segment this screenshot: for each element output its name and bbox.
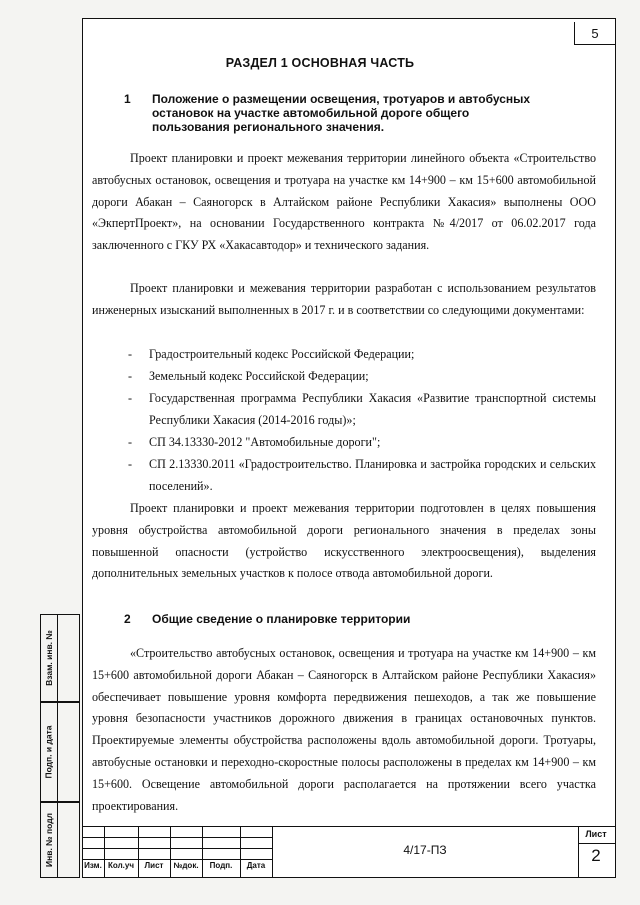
heading-1-number: 1 xyxy=(124,92,131,106)
side-label-inv: Инв. № подл xyxy=(44,812,55,868)
paragraph-general: «Строительство автобусных остановок, освещения и тротуара на участке км 14+900 – км 15+600 автомобильной дороги Абакан – Саяногорск в Алтайском районе Республики Хакасия» обеспечивает повышение уровня комфорта передвижения пешеходов, а так же повышение уровня безопасности участников дорожного движения в границах остановочных пунктов. Проектируемые элементы обустройства расположены вдоль автомобильной дороги. Тротуары, автобусные остановки и переходно-скоростные полосы расположены в пределах км 14+900 – км 15+600. Освещение автомобильной дороги располагается на протяжении всего участка проектирования. xyxy=(92,646,596,813)
paragraph-documents: Проект планировки и межевания территории разработан с использованием результатов инженерных изысканий выполненных в 2017 г. и в соответствии со следующими документами: xyxy=(92,281,596,317)
document-list-item: - Градостроительный кодекс Российской Федерации; xyxy=(92,344,596,366)
title-block xyxy=(82,826,616,878)
side-label-podp: Подп. и дата xyxy=(44,725,55,779)
side-stamp-podp xyxy=(40,702,80,802)
list-item-text: Градостроительный кодекс Российской Федерации; xyxy=(149,347,415,361)
page-number-box: 5 xyxy=(574,22,615,45)
stamp-caption-data: Дата xyxy=(246,861,266,870)
document-code: 4/17-ПЗ xyxy=(403,843,447,857)
stamp-caption-ndok: №док. xyxy=(173,861,199,870)
sheet-number: 2 xyxy=(591,846,601,865)
heading-1-line-2: остановок на участке автомобильной дороге общего xyxy=(152,106,470,120)
paragraph-purpose: Проект планировки и проект межевания территории подготовлен в целях повышения уровня обустройства автомобильной дороги регионального значения в пределах зоны повышенной опасности (устройство искусственного электроосвещения), выделения дополнительных земельных участков к полосе отвода автомобильной дороги. xyxy=(92,501,596,581)
document-list-item: - Государственная программа Республики Хакасия «Развитие транспортной системы Республики Хакасия (2014-2016 годы)»; xyxy=(92,388,596,432)
paragraph-intro: Проект планировки и проект межевания территории линейного объекта «Строительство автобусных остановок, освещения и тротуара на участке км 14+900 – км 15+600 автомобильной дороги Абакан – Саяногорск в Алтайском районе Республики Хакасия» выполнены ООО «ЭкпертПроект», на основании Государственного контракта №4/2017 от 06.02.2017 года заключенного с ГКУ РХ «Хакасавтодор» и технического задания. xyxy=(92,151,596,253)
document-list-item: - СП 34.13330-2012 "Автомобильные дороги"; xyxy=(92,432,596,454)
side-label-vzam: Взам. инв. № xyxy=(44,630,54,686)
stamp-caption-kol: Кол.уч xyxy=(108,861,134,870)
stamp-caption-izm: Изм. xyxy=(84,861,102,870)
list-item-text: Государственная программа Республики Хакасия «Развитие транспортной системы Республики Хакасия (2014-2016 годы)»; xyxy=(149,391,596,427)
heading-1-line-3: пользования регионального значения. xyxy=(152,120,385,134)
list-item-text: СП 2.13330.2011 «Градостроительство. Планировка и застройка городских и сельских поселений». xyxy=(149,457,596,493)
heading-1-line-1: Положение о размещении освещения, тротуаров и автобусных xyxy=(152,92,531,106)
list-item-text: Земельный кодекс Российской Федерации; xyxy=(149,369,369,383)
document-list-item: - Земельный кодекс Российской Федерации; xyxy=(92,366,596,388)
list-item-text: СП 34.13330-2012 "Автомобильные дороги"; xyxy=(149,435,381,449)
side-stamp-inv xyxy=(40,802,80,878)
side-stamp-vzam xyxy=(40,614,80,702)
section-title: РАЗДЕЛ 1 ОСНОВНАЯ ЧАСТЬ xyxy=(225,56,415,70)
sheet-label: Лист xyxy=(585,829,607,839)
stamp-caption-list: Лист xyxy=(144,861,164,870)
heading-2-text: Общие сведение о планировке территории xyxy=(152,612,411,626)
stamp-caption-podp: Подп. xyxy=(209,861,233,870)
heading-2-number: 2 xyxy=(124,612,131,626)
document-list-item: - СП 2.13330.2011 «Градостроительство. Планировка и застройка городских и сельских поселений». xyxy=(92,454,596,498)
